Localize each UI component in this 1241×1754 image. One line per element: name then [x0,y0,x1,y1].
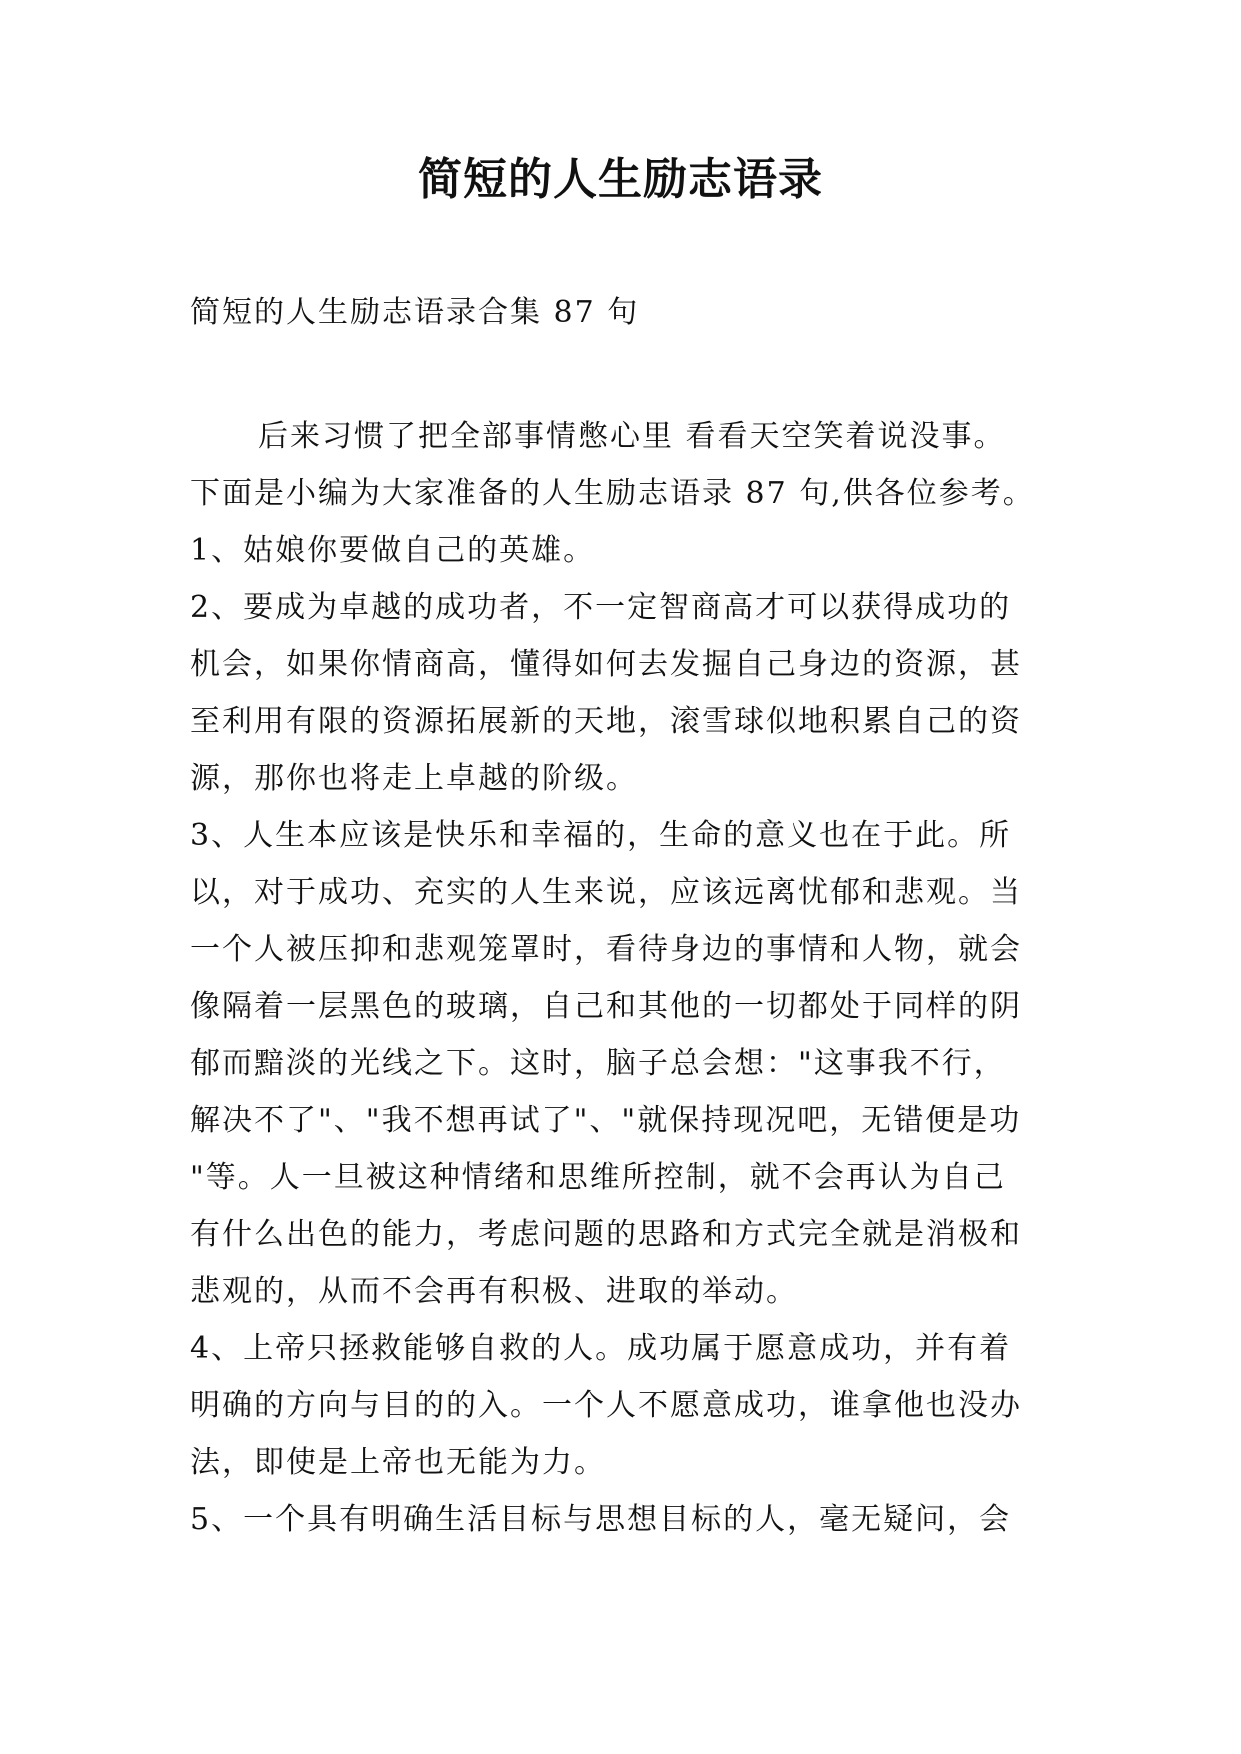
paragraph-line: 有什么出色的能力，考虑问题的思路和方式完全就是消极和 [190,1217,1022,1252]
paragraph-line: 2、要成为卓越的成功者，不一定智商高才可以获得成功的 [190,590,1012,625]
paragraph-line: 1、姑娘你要做自己的英雄。 [190,533,596,568]
paragraph-line: 4、上帝只拯救能够自救的人。成功属于愿意成功，并有着 [190,1331,1012,1366]
paragraph-line: 后来习惯了把全部事情憋心里 看看天空笑着说没事。 [258,419,1006,454]
paragraph-line: 法，即使是上帝也无能为力。 [190,1445,606,1480]
paragraph-line: 一个人被压抑和悲观笼罩时，看待身边的事情和人物，就会 [190,932,1022,967]
paragraph-line: 机会，如果你情商高，懂得如何去发掘自己身边的资源，甚 [190,647,1022,682]
paragraph-line: "等。人一旦被这种情绪和思维所控制，就不会再认为自己 [190,1160,1006,1195]
paragraph-line: 3、人生本应该是快乐和幸福的，生命的意义也在于此。所 [190,818,1012,853]
paragraph-line: 下面是小编为大家准备的人生励志语录 87 句,供各位参考。 [190,476,1035,511]
document-title: 简短的人生励志语录 [418,154,823,205]
paragraph-line: 源，那你也将走上卓越的阶级。 [190,761,638,796]
paragraph-line: 解决不了"、"我不想再试了"、"就保持现况吧，无错便是功 [190,1103,1022,1138]
paragraph-line: 悲观的，从而不会再有积极、进取的举动。 [190,1274,798,1309]
paragraph-line: 像隔着一层黑色的玻璃，自己和其他的一切都处于同样的阴 [190,989,1022,1024]
paragraph-line: 以，对于成功、充实的人生来说，应该远离忧郁和悲观。当 [190,875,1022,910]
paragraph-line: 郁而黯淡的光线之下。这时，脑子总会想："这事我不行， [190,1046,1006,1081]
paragraph-line: 5、一个具有明确生活目标与思想目标的人，毫无疑问，会 [190,1502,1012,1537]
paragraph-line: 至利用有限的资源拓展新的天地，滚雪球似地积累自己的资 [190,704,1022,739]
document-body [190,408,1070,1548]
paragraph-line: 明确的方向与目的的入。一个人不愿意成功，谁拿他也没办 [190,1388,1022,1423]
document-subtitle: 简短的人生励志语录合集 87 句 [190,295,640,330]
